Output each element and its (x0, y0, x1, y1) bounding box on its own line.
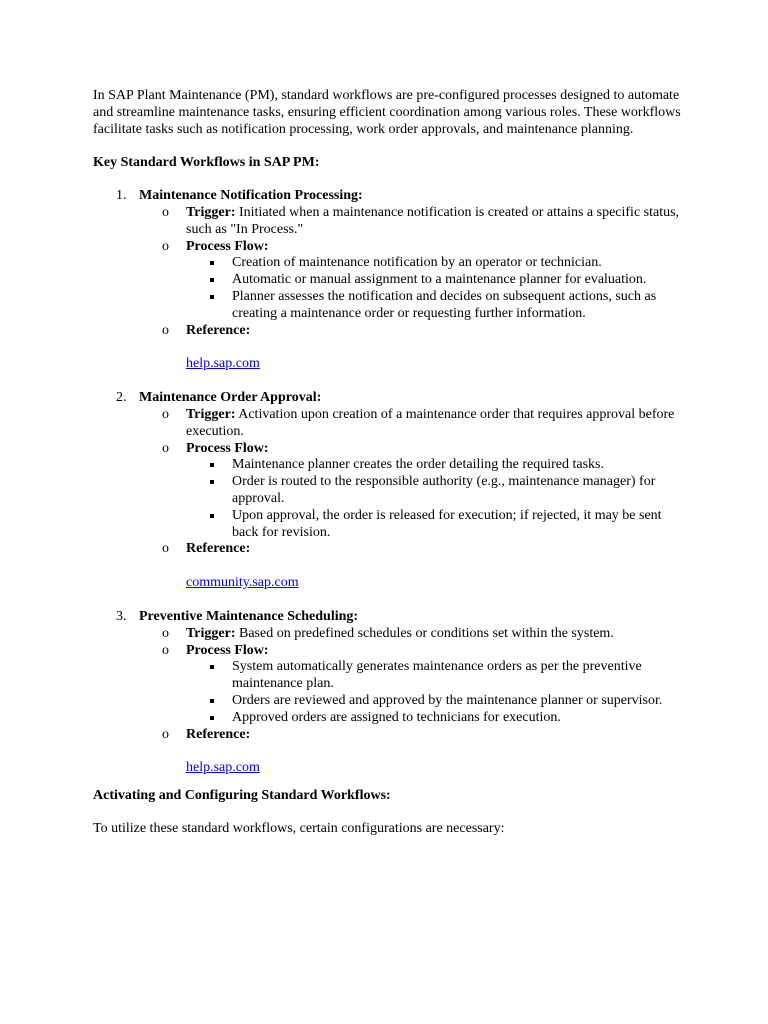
step-text: Orders are reviewed and approved by the maintenance planner or supervisor. (232, 692, 663, 708)
step-text: Planner assesses the notification and decides on subsequent actions, such as creating a maintenance order or requesting further information. (232, 288, 657, 321)
step-text: System automatically generates maintenance orders as per the preventive maintenance plan. (232, 659, 642, 692)
trigger-text: Initiated when a maintenance notification is created or attains a specific status, such as "In Process." (186, 204, 680, 237)
reference-label: Reference: (186, 541, 251, 557)
list-item (186, 255, 683, 272)
square-bullet-icon (210, 261, 214, 265)
circle-bullet-icon: o (162, 726, 169, 742)
circle-bullet-icon: o (162, 406, 169, 422)
process-flow-item (139, 643, 683, 727)
reference-item (139, 727, 683, 778)
trigger-label: Trigger: (186, 625, 236, 641)
activating-heading: Activating and Configuring Standard Workflows: (93, 788, 391, 804)
reference-label: Reference: (186, 322, 251, 338)
circle-bullet-icon: o (162, 440, 169, 456)
section-number: 1. (116, 188, 127, 204)
list-item (186, 289, 683, 323)
process-flow-label: Process Flow: (186, 440, 269, 456)
section-details (139, 205, 683, 373)
list-item (186, 659, 683, 693)
trigger-text: Activation upon creation of a maintenance order that requires approval before execution. (186, 406, 675, 439)
circle-bullet-icon: o (162, 541, 169, 557)
trigger-item (139, 205, 683, 239)
workflow-list (93, 188, 683, 777)
square-bullet-icon (210, 295, 214, 299)
circle-bullet-icon: o (162, 625, 169, 641)
reference-link[interactable]: help.sap.com (186, 356, 260, 372)
document-page (93, 88, 683, 838)
step-text: Automatic or manual assignment to a maintenance planner for evaluation. (232, 272, 647, 288)
process-flow-steps (186, 255, 683, 322)
step-text: Order is routed to the responsible authority (e.g., maintenance manager) for approval. (232, 474, 656, 506)
section-title: Maintenance Notification Processing: (139, 188, 363, 204)
trigger-item (139, 626, 683, 643)
reference-label: Reference: (186, 726, 251, 742)
square-bullet-icon (210, 463, 214, 467)
step-text: Upon approval, the order is released for execution; if rejected, it may be sent back for revision. (232, 507, 662, 540)
process-flow-steps (186, 659, 683, 726)
square-bullet-icon (210, 665, 214, 669)
step-text: Approved orders are assigned to technicians for execution. (232, 709, 561, 725)
section-number: 2. (116, 390, 127, 406)
section-details (139, 626, 683, 777)
circle-bullet-icon: o (162, 322, 169, 338)
reference-item (139, 541, 683, 592)
process-flow-label: Process Flow: (186, 642, 269, 658)
step-text: Creation of maintenance notification by an operator or technician. (232, 255, 602, 271)
step-text: Maintenance planner creates the order detailing the required tasks. (232, 457, 605, 473)
workflow-item-notification (93, 188, 683, 373)
circle-bullet-icon: o (162, 642, 169, 658)
square-bullet-icon (210, 716, 214, 720)
trigger-label: Trigger: (186, 406, 236, 422)
list-item (186, 457, 683, 474)
reference-item (139, 323, 683, 374)
process-flow-item (139, 441, 683, 542)
list-item (186, 693, 683, 710)
circle-bullet-icon: o (162, 238, 169, 254)
list-item (186, 474, 683, 508)
process-flow-item (139, 239, 683, 323)
reference-link[interactable]: help.sap.com (186, 760, 260, 776)
workflow-item-preventive-scheduling (93, 609, 683, 777)
section-number: 3. (116, 608, 127, 624)
square-bullet-icon (210, 278, 214, 282)
list-item (186, 508, 683, 542)
closing-paragraph: To utilize these standard workflows, certain configurations are necessary: (93, 820, 505, 836)
circle-bullet-icon: o (162, 204, 169, 220)
section-title: Preventive Maintenance Scheduling: (139, 608, 359, 624)
trigger-label: Trigger: (186, 204, 236, 220)
list-item (186, 272, 683, 289)
section-title: Maintenance Order Approval: (139, 390, 322, 406)
section-details (139, 407, 683, 592)
process-flow-steps (186, 457, 683, 541)
trigger-item (139, 407, 683, 441)
square-bullet-icon (210, 480, 214, 484)
process-flow-label: Process Flow: (186, 238, 269, 254)
square-bullet-icon (210, 514, 214, 518)
workflow-item-order-approval (93, 390, 683, 592)
intro-paragraph: In SAP Plant Maintenance (PM), standard workflows are pre-configured processes designed to automate and streamline maintenance tasks, ensuring efficient coordination among various roles. These workflows facilitate tasks such as notification processing, work order approvals, and maintenance planning. (93, 88, 681, 137)
trigger-text: Based on predefined schedules or conditions set within the system. (239, 625, 614, 641)
reference-link[interactable]: community.sap.com (186, 575, 299, 591)
key-workflows-heading: Key Standard Workflows in SAP PM: (93, 155, 320, 171)
list-item (186, 710, 683, 727)
square-bullet-icon (210, 699, 214, 703)
